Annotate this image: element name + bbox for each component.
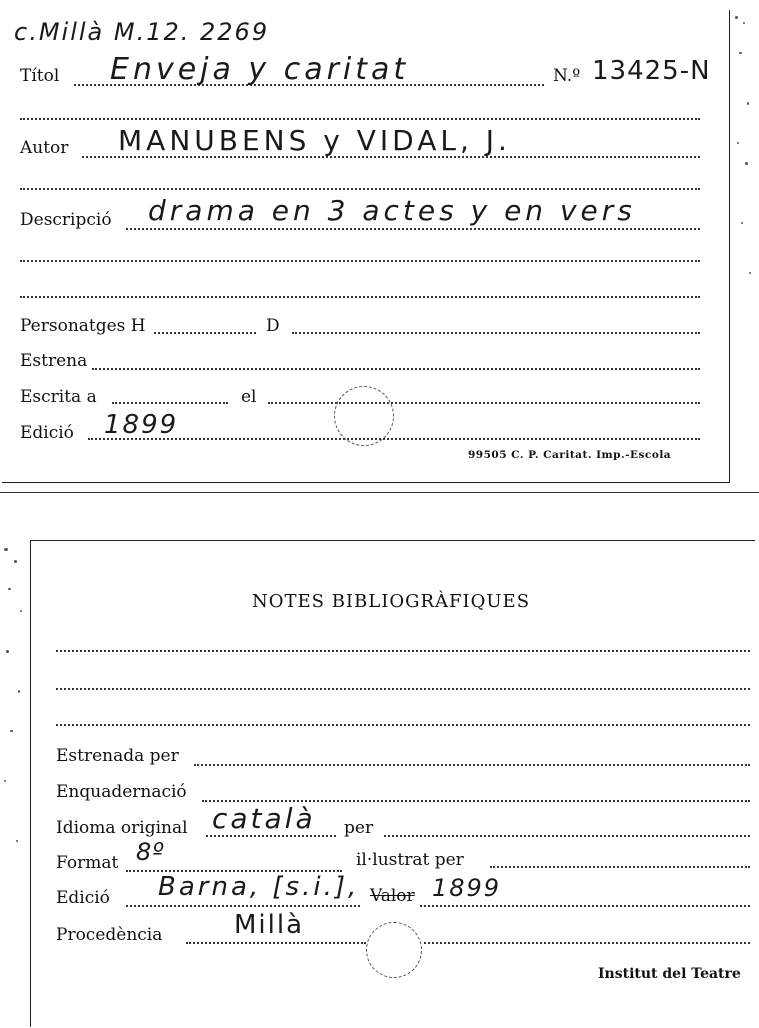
descripcio-value: drama en 3 actes y en vers — [148, 194, 636, 227]
personatges-d-label: D — [266, 316, 280, 336]
institution-stamp: Institut del Teatre — [598, 966, 741, 982]
punch-hole-mark — [366, 922, 422, 978]
format-label: Format — [56, 853, 119, 873]
estrenada-per-field-line — [194, 764, 750, 766]
edicio-field-line — [88, 438, 700, 440]
numero-label: N.º — [553, 66, 581, 86]
autor-value: MANUBENS y VIDAL, J. — [118, 124, 511, 157]
idioma-per-field-line — [384, 835, 750, 837]
personatges-d-field-line — [292, 332, 700, 334]
procedencia-field-line — [186, 942, 366, 944]
escrita-a-field-line — [112, 402, 228, 404]
idioma-original-label: Idioma original — [56, 818, 188, 838]
valor-value: 1899 — [432, 874, 502, 902]
punch-hole-mark — [334, 386, 394, 446]
notes-heading: NOTES BIBLIOGRÀFIQUES — [252, 591, 531, 612]
escrita-el-label: el — [241, 387, 257, 407]
idioma-original-value: català — [212, 802, 316, 835]
estrena-field-line — [92, 368, 700, 370]
idioma-per-label: per — [344, 818, 374, 838]
edicio-label: Edició — [20, 423, 74, 443]
separator-line — [20, 118, 700, 120]
format-value: 8º — [136, 838, 165, 866]
descripcio-label: Descripció — [20, 210, 112, 230]
card-divider-line — [0, 492, 759, 493]
bottom-edicio-field-line — [126, 905, 360, 907]
idioma-original-field-line — [206, 835, 336, 837]
edicio-value: 1899 — [104, 410, 179, 440]
valor-label: Valor — [370, 886, 415, 906]
notes-blank-line — [56, 688, 750, 690]
procedencia-field-line-cont — [424, 942, 750, 944]
procedencia-label: Procedència — [56, 925, 163, 945]
descripcio-field-line — [126, 228, 700, 230]
bottom-edicio-label: Edició — [56, 888, 110, 908]
illustrat-per-field-line — [490, 866, 750, 868]
enquadernacio-label: Enquadernació — [56, 782, 187, 802]
notes-blank-line — [56, 650, 750, 652]
titol-value: Enveja y caritat — [110, 52, 410, 87]
catalog-mark: c.Millà M.12. 2269 — [14, 18, 270, 46]
notes-blank-line — [56, 724, 750, 726]
escrita-a-label: Escrita a — [20, 387, 97, 407]
blank-line — [20, 296, 700, 298]
personatges-label: Personatges H — [20, 316, 146, 336]
titol-label: Títol — [20, 66, 60, 86]
escrita-el-field-line — [268, 402, 700, 404]
autor-label: Autor — [20, 138, 69, 158]
scan-noise — [733, 12, 757, 312]
illustrat-per-label: il·lustrat per — [356, 850, 464, 870]
personatges-h-field-line — [154, 332, 256, 334]
bottom-edicio-value: Barna, [s.i.], — [158, 872, 360, 902]
estrena-label: Estrena — [20, 351, 88, 371]
printer-footer: 99505 C. P. Caritat. Imp.-Escola — [468, 449, 672, 461]
valor-field-line — [420, 905, 750, 907]
numero-value: 13425-N — [592, 56, 711, 86]
scan-noise — [0, 540, 28, 880]
blank-line — [20, 260, 700, 262]
separator-line — [20, 188, 700, 190]
procedencia-value: Millà — [234, 910, 305, 940]
estrenada-per-label: Estrenada per — [56, 746, 179, 766]
